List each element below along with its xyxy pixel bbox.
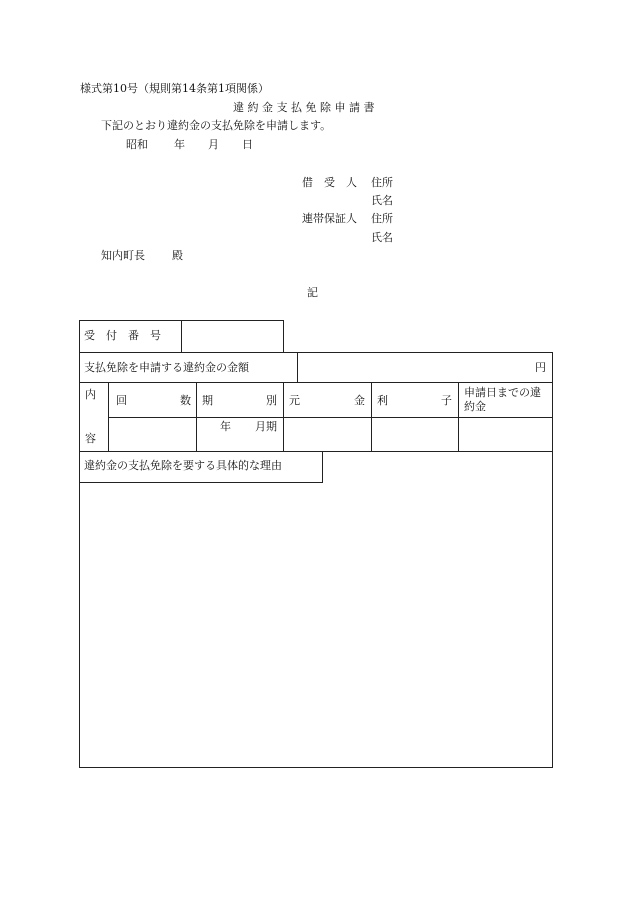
period-year-label: 年	[220, 420, 231, 433]
date-month-label: 月	[208, 138, 219, 151]
intro-text: 下記のとおり違約金の支払免除を申請します。	[101, 119, 332, 132]
amount-label: 支払免除を申請する違約金の金額	[84, 361, 249, 374]
guarantor-label: 連帯保証人	[302, 212, 357, 225]
document-title: 違 約 金 支 払 免 除 申 請 書	[233, 101, 375, 114]
naiyo-label-1: 内	[85, 388, 96, 401]
col-ri-header: 利	[377, 394, 388, 407]
header-row-bottom	[108, 417, 553, 418]
interest-field[interactable]	[373, 419, 456, 449]
amount-divider	[297, 352, 298, 383]
guarantor-address-label[interactable]: 住所	[371, 212, 393, 225]
receipt-divider	[181, 320, 182, 353]
reason-text-area[interactable]	[81, 484, 551, 766]
col-ri-header-2: 子	[441, 394, 452, 407]
period-field[interactable]	[198, 419, 281, 449]
receipt-label: 受 付 番 号	[84, 329, 161, 342]
reason-label: 違約金の支払免除を要する具体的な理由	[84, 459, 282, 472]
date-day-label: 日	[242, 138, 253, 151]
addressee-name: 知内町長	[101, 249, 145, 262]
borrower-label: 借 受 人	[302, 176, 357, 189]
addressee-honorific: 殿	[172, 249, 183, 262]
receipt-number-field[interactable]	[183, 322, 282, 351]
ki-heading: 記	[307, 286, 318, 299]
period-month-label: 月期	[255, 420, 277, 433]
naiyo-label-2: 容	[85, 432, 96, 445]
col-penalty-header-1: 申請日までの違	[464, 386, 541, 399]
col-gen-header-2: 金	[354, 394, 365, 407]
naiyo-row-bottom	[79, 451, 553, 452]
reason-label-right-border	[322, 451, 323, 482]
borrower-name-label[interactable]: 氏名	[371, 194, 393, 207]
principal-field[interactable]	[285, 419, 369, 449]
guarantor-name-label[interactable]: 氏名	[371, 231, 393, 244]
date-era: 昭和	[126, 138, 148, 151]
date-year-label: 年	[174, 138, 185, 151]
reason-label-bottom-border	[79, 482, 323, 483]
col-ki-header-2: 別	[266, 394, 277, 407]
form-number: 様式第10号（規則第14条第1項関係）	[80, 82, 269, 95]
yen-label: 円	[535, 361, 546, 374]
col-penalty-header-2: 約金	[464, 400, 486, 413]
penalty-field[interactable]	[460, 419, 551, 449]
col-kai-header-2: 数	[180, 394, 191, 407]
col-kai-header: 回	[116, 394, 127, 407]
amount-row-bottom	[79, 382, 553, 383]
borrower-address-label[interactable]: 住所	[371, 176, 393, 189]
col-ki-header: 期	[202, 394, 213, 407]
kai-field[interactable]	[110, 419, 194, 449]
amount-field[interactable]	[299, 354, 529, 381]
col-gen-header: 元	[289, 394, 300, 407]
